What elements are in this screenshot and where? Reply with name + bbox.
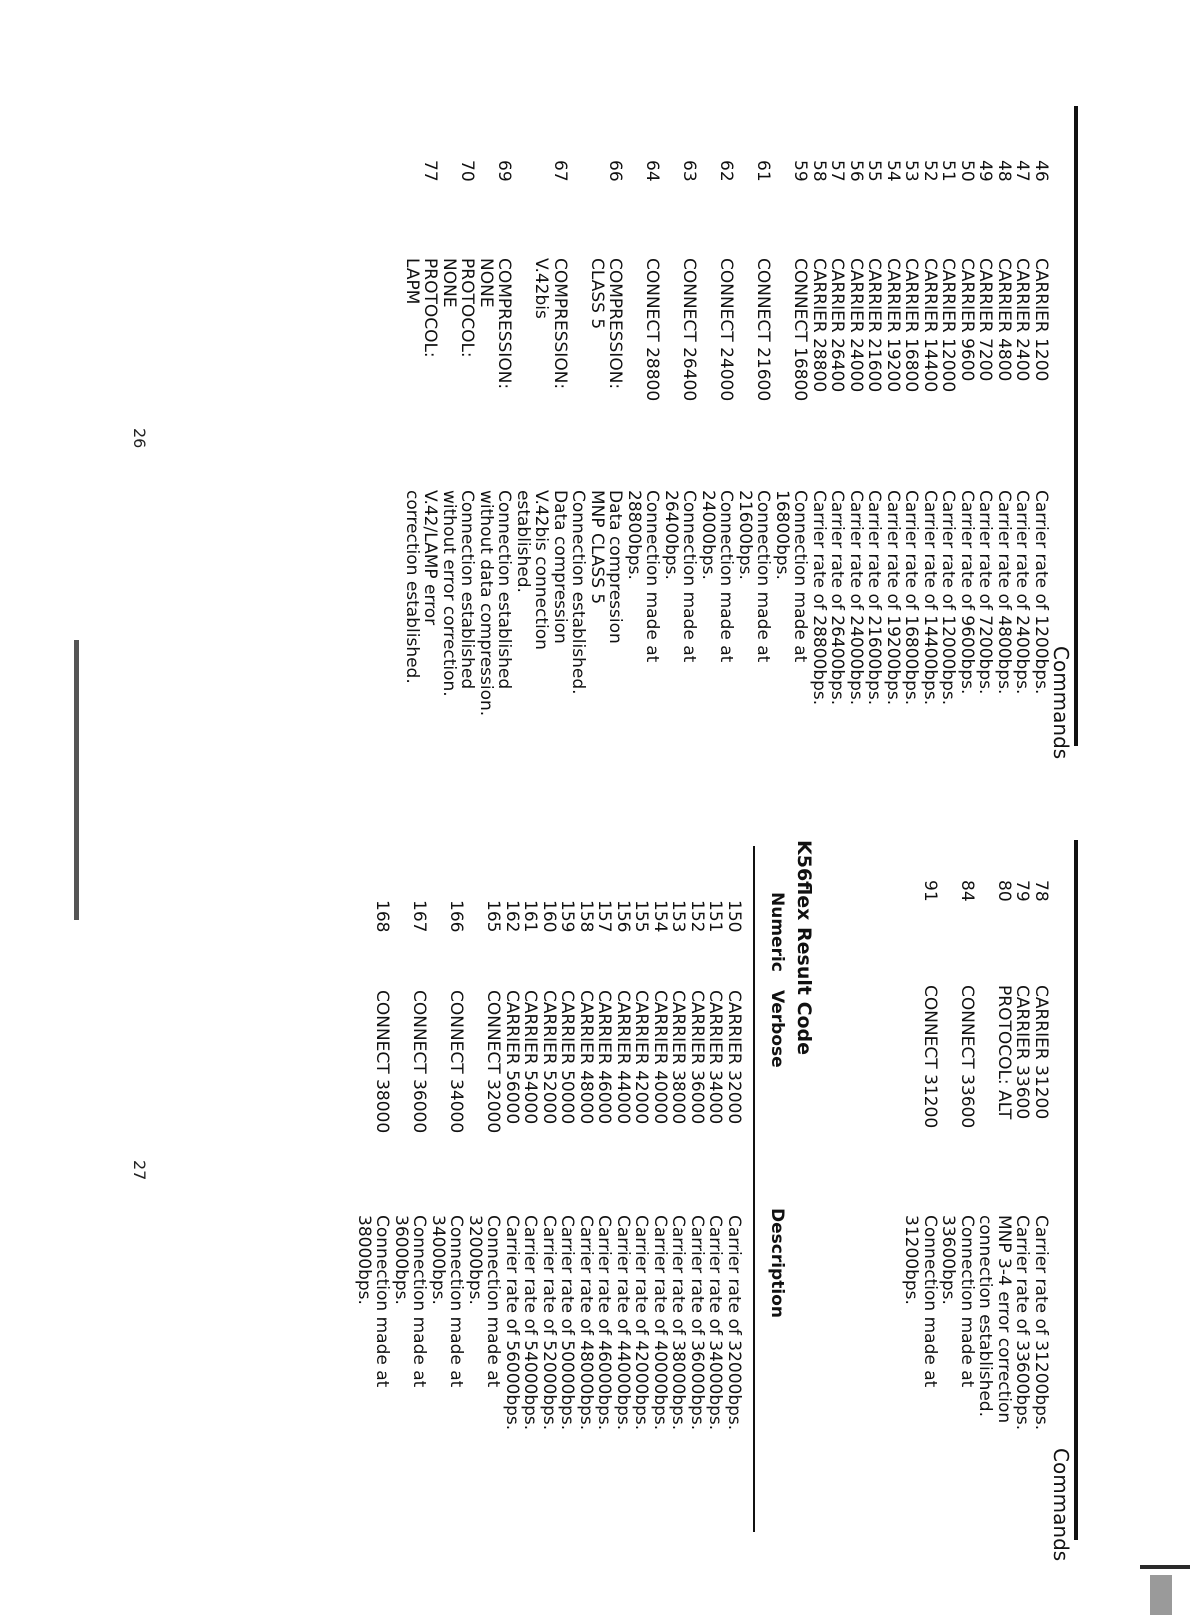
result-code-number: 63 [679,160,700,182]
result-code-description: Carrier rate of 34000bps. [705,1215,726,1431]
result-code-description: Connection established without data compression. [476,490,515,717]
result-code-number: 79 [1012,880,1033,902]
result-code-description: Carrier rate of 56000bps. [502,1215,522,1431]
result-code-description: Connection made at 33600bps. [938,1215,977,1388]
result-code-number: 55 [864,160,885,182]
result-code-description: Carrier rate of 21600bps. [864,490,885,706]
left-page-header-rule [1074,106,1078,746]
result-code-number: 54 [883,160,903,182]
result-code-verbose: CARRIER 12000 [938,258,959,393]
result-code-number: 56 [846,160,866,182]
result-code-number: 91 [920,880,940,902]
result-code-description: Connection made at 16800bps. [772,490,811,663]
result-code-verbose: CONNECT 28800 [642,258,663,402]
result-code-description: Carrier rate of 2400bps. [1012,490,1033,695]
result-code-description: Connection made at 36000bps. [391,1215,430,1388]
result-code-verbose: CARRIER 48000 [576,990,596,1125]
result-code-description: Carrier rate of 31200bps. [1031,1215,1051,1431]
result-code-description: Carrier rate of 26400bps. [827,490,848,706]
result-code-verbose: CONNECT 21600 [753,258,774,402]
result-code-verbose: CARRIER 33600 [1012,985,1033,1120]
result-code-verbose: CARRIER 26400 [827,258,848,393]
result-code-verbose: CARRIER 52000 [539,990,559,1125]
result-code-verbose: CARRIER 50000 [557,990,578,1125]
result-code-verbose: CARRIER 1200 [1031,258,1051,382]
result-code-number: 84 [957,880,977,902]
result-code-number: 57 [827,160,848,182]
result-code-number: 47 [1012,160,1033,182]
result-code-description: Carrier rate of 7200bps. [975,490,996,695]
result-code-number: 49 [975,160,996,182]
result-code-number: 67 [550,160,570,182]
result-code-verbose: CARRIER 24000 [846,258,866,393]
result-code-number: 61 [753,160,774,182]
column-header-description: Description [767,1208,787,1318]
result-code-verbose: CONNECT 26400 [679,258,700,402]
result-code-number: 152 [687,900,707,933]
result-code-description: Carrier rate of 1200bps. [1031,490,1051,695]
column-header-numeric: Numeric [767,892,787,972]
result-code-description: Connection established without error correction. [439,490,478,697]
result-code-description: Carrier rate of 32000bps. [724,1215,744,1431]
result-code-number: 64 [642,160,663,182]
result-code-description: Carrier rate of 52000bps. [539,1215,559,1431]
result-code-verbose: CARRIER 46000 [594,990,615,1125]
left-page-header: Commands [1049,646,1073,760]
result-code-number: 51 [938,160,959,182]
result-code-verbose: CARRIER 32000 [724,990,744,1125]
result-code-number: 78 [1031,880,1051,902]
result-code-verbose: CARRIER 34000 [705,990,726,1125]
result-code-verbose: COMPRESSION: CLASS 5 [587,258,626,390]
result-code-description: Carrier rate of 46000bps. [594,1215,615,1431]
result-code-description: Carrier rate of 9600bps. [957,490,977,695]
result-code-description: Carrier rate of 16800bps. [901,490,922,706]
result-code-description: Connection made at 21600bps. [735,490,774,663]
result-code-verbose: CARRIER 56000 [502,990,522,1125]
result-code-verbose: CONNECT 31200 [920,985,940,1129]
result-code-verbose: COMPRESSION: V.42bis [531,258,570,390]
result-code-description: Connection made at 24000bps. [698,490,737,663]
result-code-description: Data compression V.42bis connection established. [513,490,570,650]
result-code-number: 150 [724,900,744,933]
right-page-header: Commands [1049,1448,1073,1562]
result-code-verbose: CONNECT 33600 [957,985,977,1129]
result-code-number: 160 [539,900,559,933]
result-code-description: Carrier rate of 44000bps. [613,1215,633,1431]
right-page-number: 27 [130,1160,149,1181]
result-code-description: Carrier rate of 24000bps. [846,490,866,706]
result-code-description: Carrier rate of 40000bps. [650,1215,670,1431]
result-code-verbose: CONNECT 24000 [716,258,737,402]
result-code-verbose: CARRIER 40000 [650,990,670,1125]
result-code-verbose: CARRIER 42000 [631,990,652,1125]
result-code-number: 58 [809,160,829,182]
result-code-number: 167 [409,900,430,933]
result-code-verbose: CARRIER 31200 [1031,985,1051,1120]
result-code-number: 154 [650,900,670,933]
result-code-number: 69 [494,160,515,182]
result-code-number: 157 [594,900,615,933]
result-code-verbose: CARRIER 28800 [809,258,829,393]
result-code-description: Carrier rate of 12000bps. [938,490,959,706]
result-code-verbose: CARRIER 9600 [957,258,977,382]
result-code-description: MNP 3-4 error correction connection established. [975,1215,1014,1424]
result-code-number: 155 [631,900,652,933]
result-code-verbose: CONNECT 32000 [483,990,504,1134]
result-code-verbose: CONNECT 36000 [409,990,430,1134]
result-code-number: 158 [576,900,596,933]
result-code-number: 80 [994,880,1014,902]
result-code-verbose: CARRIER 4800 [994,258,1014,382]
result-code-verbose: CARRIER 54000 [520,990,541,1125]
result-code-verbose: CONNECT 34000 [446,990,467,1134]
result-code-description: Connection made at 31200bps. [901,1215,940,1388]
result-code-verbose: CARRIER 21600 [864,258,885,393]
result-code-number: 165 [483,900,504,933]
result-code-number: 166 [446,900,467,933]
right-page-header-rule [1074,840,1078,1540]
result-code-verbose: CARRIER 16800 [901,258,922,393]
result-code-verbose: CARRIER 7200 [975,258,996,382]
result-code-description: Carrier rate of 48000bps. [576,1215,596,1431]
result-code-number: 168 [372,900,393,933]
result-code-verbose: PROTOCOL: NONE [439,258,478,358]
result-code-number: 153 [668,900,689,933]
result-code-verbose: PROTOCOL: LAPM [402,258,441,358]
result-code-description: Carrier rate of 36000bps. [687,1215,707,1431]
result-code-description: Carrier rate of 42000bps. [631,1215,652,1431]
result-code-description: Carrier rate of 4800bps. [994,490,1014,695]
result-code-number: 156 [613,900,633,933]
result-code-verbose: CONNECT 38000 [372,990,393,1134]
result-code-description: Carrier rate of 33600bps. [1012,1215,1033,1431]
result-code-number: 52 [920,160,940,182]
result-code-description: Connection made at 26400bps. [661,490,700,663]
result-code-verbose: CARRIER 2400 [1012,258,1033,382]
result-code-description: Carrier rate of 54000bps. [520,1215,541,1431]
result-code-description: Carrier rate of 19200bps. [883,490,903,706]
result-code-verbose: CARRIER 44000 [613,990,633,1125]
result-code-number: 59 [790,160,811,182]
result-code-description: V.42/LAMP error correction established. [402,490,441,684]
result-code-verbose: COMPRESSION: NONE [476,258,515,390]
result-code-number: 159 [557,900,578,933]
result-code-number: 46 [1031,160,1051,182]
result-code-description: Carrier rate of 14400bps. [920,490,940,706]
result-code-verbose: CARRIER 38000 [668,990,689,1125]
result-code-number: 62 [716,160,737,182]
result-code-number: 50 [957,160,977,182]
result-code-verbose: PROTOCOL: ALT [994,985,1014,1120]
column-header-verbose: Verbose [767,990,787,1068]
result-code-number: 162 [502,900,522,933]
result-code-number: 77 [420,160,441,182]
result-code-description: Carrier rate of 28800bps. [809,490,829,706]
result-code-number: 70 [457,160,478,182]
result-code-number: 66 [605,160,626,182]
k56flex-header-rule [753,846,755,1532]
result-code-description: Connection made at 34000bps. [428,1215,467,1388]
result-code-verbose: CARRIER 19200 [883,258,903,393]
result-code-verbose: CARRIER 36000 [687,990,707,1125]
k56flex-section-title: K56flex Result Code [793,840,815,1056]
result-code-number: 53 [901,160,922,182]
result-code-description: Carrier rate of 50000bps. [557,1215,578,1431]
result-code-number: 161 [520,900,541,933]
result-code-verbose: CONNECT 16800 [790,258,811,402]
result-code-number: 151 [705,900,726,933]
result-code-description: Connection made at 28800bps. [624,490,663,663]
left-page-number: 26 [130,428,149,449]
result-code-verbose: CARRIER 14400 [920,258,940,393]
result-code-description: Carrier rate of 38000bps. [668,1215,689,1431]
result-code-description: Connection made at 38000bps. [354,1215,393,1388]
result-code-description: Connection made at 32000bps. [465,1215,504,1388]
result-code-number: 48 [994,160,1014,182]
result-code-description: Data compression MNP CLASS 5 Connection established. [568,490,626,695]
